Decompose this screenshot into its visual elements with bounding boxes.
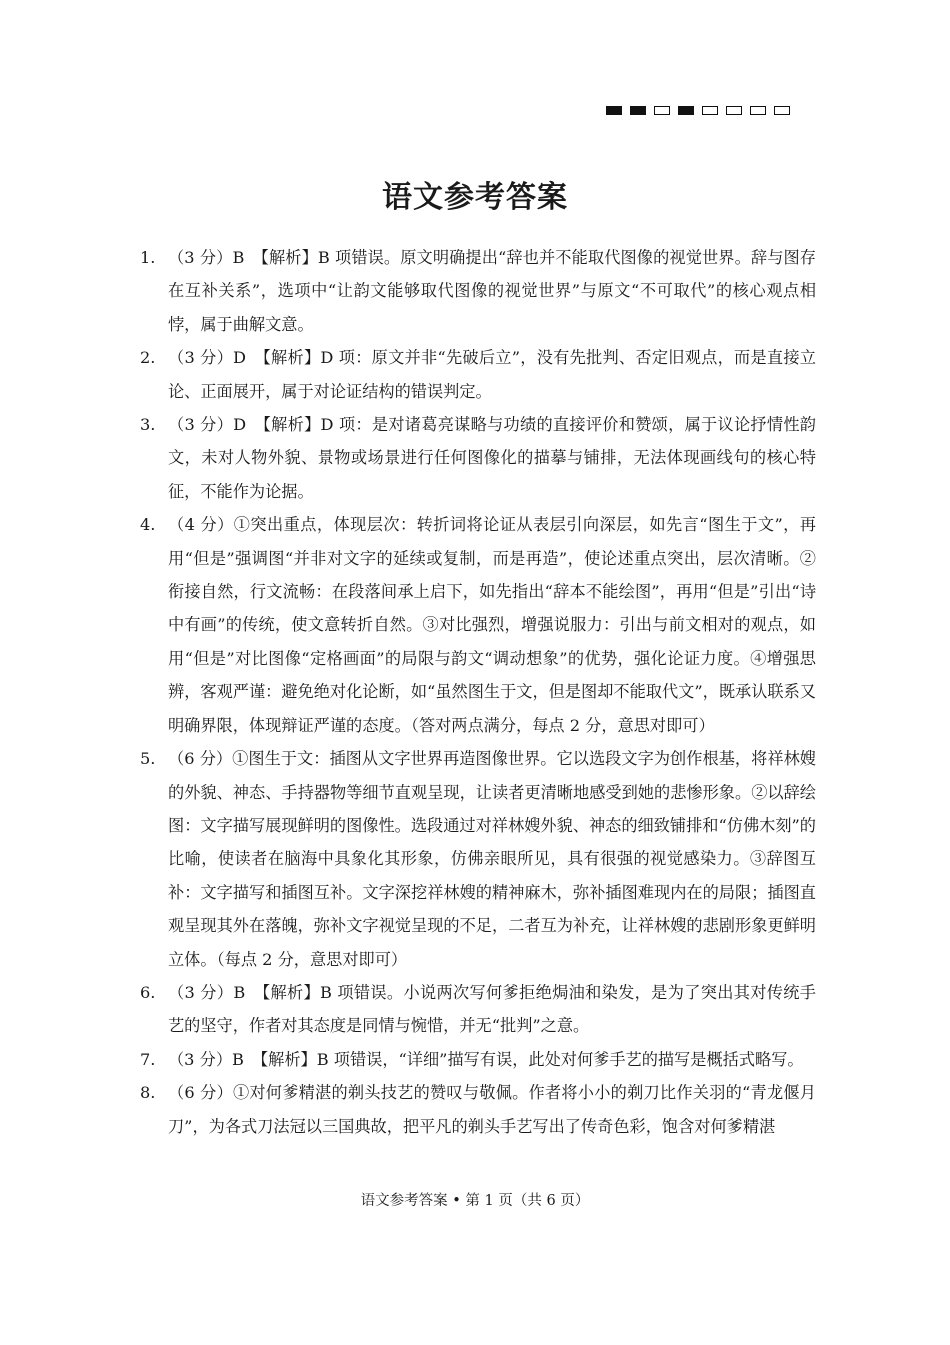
answer-number: 6. [140,982,156,1002]
answer-text: （3 分）B 【解析】B 项错误。小说两次写何爹拒绝焗油和染发，是为了突出其对传统手艺的坚守，作者对其态度是同情与惋惜，并无“批判”之意。 [168,982,816,1036]
answer-list [140,241,816,1143]
empty-square-mark [702,106,718,115]
page-marker-squares [606,106,790,115]
answer-item [140,1043,816,1076]
answer-text: （6 分）①图生于文：插图从文字世界再造图像世界。它以选段文字为创作根基，将祥林嫂的外貌、神态、手持器物等细节直观呈现，让读者更清晰地感受到她的悲惨形象。②以辞绘图：文字描写展现鲜明的图像性。选段通过对祥林嫂外貌、神态的细致铺排和“仿佛木刻”的比喻，使读者在脑海中具象化其形象，仿佛亲眼所见，具有很强的视觉感染力。③辞图互补：文字描写和插图互补。文字深挖祥林嫂的精神麻木，弥补插图难现内在的局限；插图直观呈现其外在落魄，弥补文字视觉呈现的不足，二者互为补充，让祥林嫂的悲剧形象更鲜明立体。（每点 2 分，意思对即可） [168,749,816,969]
answer-text: （4 分）①突出重点，体现层次：转折词将论证从表层引向深层，如先言“图生于文”，再用“但是”强调图“并非对文字的延续或复制，而是再造”，使论述重点突出，层次清晰。②衔接自然，行文流畅：在段落间承上启下，如先指出“辞本不能绘图”，再用“但是”引出“诗中有画”的传统，使文意转折自然。③对比强烈，增强说服力：引出与前文相对的观点，如用“但是”对比图像“定格画面”的局限与韵文“调动想象”的优势，强化论证力度。④增强思辨，客观严谨：避免绝对化论断，如“虽然图生于文，但是图却不能取代文”，既承认联系又明确界限，体现辩证严谨的态度。（答对两点满分，每点 2 分，意思对即可） [168,515,816,735]
answer-number: 8. [140,1083,156,1103]
filled-square-mark [606,106,622,115]
empty-square-mark [774,106,790,115]
answer-item [140,241,816,341]
page-footer: 语文参考答案 • 第 1 页（共 6 页） [360,1193,590,1209]
answer-item [140,742,816,976]
answer-number: 5. [140,749,156,769]
answer-item [140,508,816,742]
answer-number: 1. [140,248,156,267]
answer-text: （3 分）B 【解析】B 项错误，“详细”描写有误，此处对何爹手艺的描写是概括式略写。 [168,1049,804,1069]
filled-square-mark [630,106,646,115]
empty-square-mark [750,106,766,115]
answer-text: （3 分）D 【解析】D 项：原文并非“先破后立”，没有先批判、否定旧观点，而是直接立论、正面展开，属于对论证结构的错误判定。 [168,348,816,401]
answer-item [140,1076,816,1143]
empty-square-mark [726,106,742,115]
answer-item [140,341,816,408]
empty-square-mark [654,106,670,115]
answer-number: 3. [140,415,156,435]
answer-item [140,976,816,1043]
answer-text: （3 分）D 【解析】D 项：是对诸葛亮谋略与功绩的直接评价和赞颂，属于议论抒情性韵文，未对人物外貌、景物或场景进行任何图像化的描摹与铺排，无法体现画线句的核心特征，不能作为论据。 [168,415,816,501]
answer-item [140,408,816,508]
answer-text: （3 分）B 【解析】B 项错误。原文明确提出“辞也并不能取代图像的视觉世界。辞与图存在互补关系”，选项中“让韵文能够取代图像的视觉世界”与原文“不可取代”的核心观点相悖，属于曲解文意。 [168,248,816,334]
page-title: 语文参考答案 [382,180,568,215]
filled-square-mark [678,106,694,115]
answer-number: 4. [140,515,156,535]
answer-number: 2. [140,348,156,368]
answer-text: （6 分）①对何爹精湛的剃头技艺的赞叹与敬佩。作者将小小的剃刀比作关羽的“青龙偃月刀”，为各式刀法冠以三国典故，把平凡的剃头手艺写出了传奇色彩，饱含对何爹精湛 [168,1083,816,1136]
answer-number: 7. [140,1049,156,1069]
